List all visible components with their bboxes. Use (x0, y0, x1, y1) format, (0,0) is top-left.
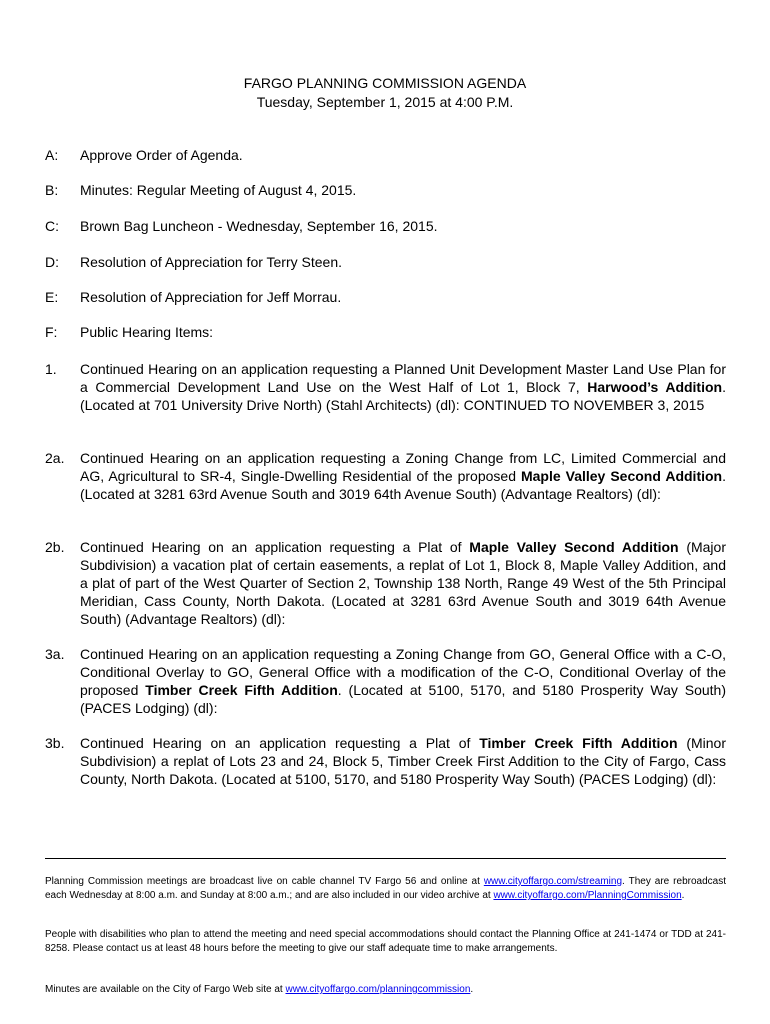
minutes-link[interactable]: www.cityoffargo.com/planningcommission (285, 984, 471, 995)
agenda-item-2a (45, 449, 726, 503)
item-text: Brown Bag Luncheon - Wednesday, September 16, 2015. (80, 218, 438, 234)
footer-divider (45, 858, 726, 859)
item-text: Continued Hearing on an application requesting a Zoning Change from LC, Limited Commercial and AG, Agricultural to SR-4, Single-Dwelling Residential of the proposed Maple Valley Second Addition. (Located at 3281 63rd Avenue South and 3019 64th Avenue South) (Advantage Realtors) (dl): (80, 450, 726, 502)
addition-name: Timber Creek Fifth Addition (145, 682, 338, 698)
item-text: Resolution of Appreciation for Terry Steen. (80, 254, 343, 270)
agenda-item-3a (45, 645, 726, 717)
item-label: D: (45, 254, 59, 270)
addition-name: Maple Valley Second Addition (520, 468, 723, 484)
video-archive-link[interactable]: www.cityoffargo.com/PlanningCommission (493, 890, 682, 901)
item-text: Continued Hearing on an application requesting a Plat of Timber Creek Fifth Addition (Minor Subdivision) a replat of Lots 23 and 24, Block 5, Timber Creek First Addition to the City of Fargo, Cass County, North Dakota. (Located at 5100, 5170, and 5180 Prosperity Way South) (PACES Lodging) (dl): (80, 735, 726, 787)
item-label: 3b. (45, 735, 65, 751)
item-label: 2b. (45, 539, 65, 555)
addition-name: Harwood’s Addition (587, 379, 723, 395)
item-label: 2a. (45, 450, 65, 466)
agenda-date: Tuesday, September 1, 2015 at 4:00 P.M. (256, 94, 514, 110)
item-label: F: (45, 324, 58, 340)
item-text: Continued Hearing on an application requesting a Planned Unit Development Master Land Use Plan for a Commercial Development Land Use on the West Half of Lot 1, Block 7, Harwood’s Addition. (Located at 701 University Drive North) (Stahl Architects) (dl): CONTINUED TO NOVEMBER 3, 2015 (80, 361, 726, 413)
item-text: Resolution of Appreciation for Jeff Morrau. (80, 289, 342, 305)
item-label: E: (45, 289, 59, 305)
agenda-item-c (45, 217, 726, 235)
footer-minutes-note: Minutes are available on the City of Fargo Web site at www.cityoffargo.com/planningcommission. (45, 984, 474, 995)
footer-accessibility-note: People with disabilities who plan to attend the meeting and need special accommodations should contact the Planning Office at 241-1474 or TDD at 241-8258. Please contact us at least 48 hours before the meeting to give our staff adequate time to make arrangements. (45, 929, 726, 954)
item-text: Public Hearing Items: (80, 324, 214, 340)
item-label: C: (45, 218, 59, 234)
agenda-item-e (45, 288, 726, 306)
item-label: 3a. (45, 646, 65, 662)
agenda-item-2b (45, 538, 726, 628)
agenda-title: FARGO PLANNING COMMISSION AGENDA (243, 75, 527, 91)
item-text: Continued Hearing on an application requesting a Plat of Maple Valley Second Addition (Major Subdivision) a vacation plat of certain easements, a replat of Lot 1, Block 8, Maple Valley Addition, and a plat of part of the West Quarter of Section 2, Township 138 North, Range 49 West of the 5th Principal Meridian, Cass County, North Dakota. (Located at 3281 63rd Avenue South and 3019 64th Avenue South) (Advantage Realtors) (dl): (80, 539, 726, 627)
agenda-header (0, 74, 770, 112)
agenda-item-d (45, 253, 726, 271)
item-text: Continued Hearing on an application requesting a Zoning Change from GO, General Office with a C-O, Conditional Overlay to GO, General Office with a modification of the C-O, Conditional Overlay of the proposed Timber Creek Fifth Addition. (Located at 5100, 5170, and 5180 Prosperity Way South) (PACES Lodging) (dl): (80, 646, 726, 716)
agenda-item-b (45, 181, 726, 199)
item-label: B: (45, 182, 59, 198)
agenda-item-a (45, 146, 726, 164)
footer-broadcast-note: Planning Commission meetings are broadcast live on cable channel TV Fargo 56 and online at www.cityoffargo.com/streaming. They are rebroadcast each Wednesday at 8:00 a.m. and Sunday at 8:00 a.m.; and are also included in our video archive at www.cityoffargo.com/PlanningCommission. (45, 876, 726, 901)
item-text: Minutes: Regular Meeting of August 4, 2015. (80, 182, 357, 198)
item-label: A: (45, 147, 59, 163)
item-label: 1. (45, 361, 57, 377)
item-text: Approve Order of Agenda. (80, 147, 243, 163)
addition-name: Timber Creek Fifth Addition (479, 735, 678, 751)
agenda-item-f (45, 323, 726, 341)
agenda-item-3b (45, 734, 726, 788)
agenda-item-1 (45, 360, 726, 414)
addition-name: Maple Valley Second Addition (469, 539, 679, 555)
streaming-link[interactable]: www.cityoffargo.com/streaming (483, 876, 623, 887)
